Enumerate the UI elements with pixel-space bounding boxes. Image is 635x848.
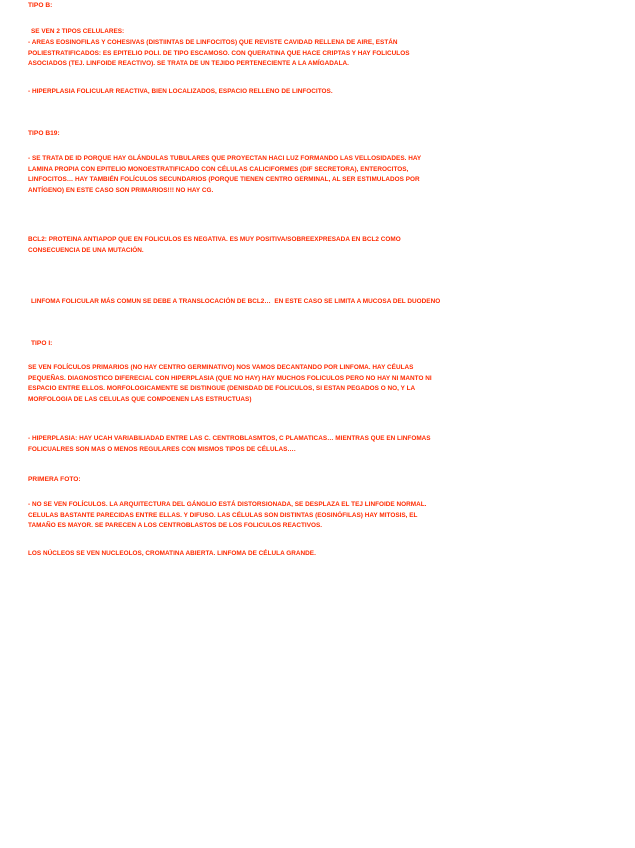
tipo-i-paragraph-1: SE VEN FOLÍCULOS PRIMARIOS (NO HAY CENTRO GERMINATIVO) NOS VAMOS DECANTANDO POR LINFOMA. HAY CÉULAS PEQUEÑAS. DIAGNOSTICO DIFERECIAL CON HIPERPLASIA (QUE NO HAY) HAY MUCHOS FOLICULOS PERO NO HAY NI MANTO NI ESPACIO ENTRE ELLOS. MORFOLOGICAMENTE SE DISTINGUE (DENISDAD DE FOLICULOS, SI ESTAN PEGADOS O NO, Y LA MORFOLOGIA DE LAS CELULAS QUE COMPOENEN LAS ESTRUCTUAS) (28, 364, 432, 403)
primera-foto-paragraph-1: - NO SE VEN FOLÍCULOS. LA ARQUITECTURA DEL GÁNGLIO ESTÁ DISTORSIONADA, SE DESPLAZA EL TEJ LINFOIDE NORMAL. CELULAS BASTANTE PARECIDAS ENTRE ELLAS. Y DIFUSO. LAS CÉLULAS SON DISTINTAS (EOSINÓFILAS) HAY MITOSIS, EL TAMAÑO ES MAYOR. SE PARECEN A LOS CENTROBLASTOS DE LOS FOLICULOS REACTIVOS. (28, 501, 427, 530)
tipo-i-paragraph-2: - HIPERPLASIA: HAY UCAH VARIABILIADAD ENTRE LAS C. CENTROBLASMTOS, C PLAMATICAS… MIENTRAS QUE EN LINFOMAS FOLICUALRES SON MAS O MENOS REGULARES CON MISMOS TIPOS DE CÉLULAS…. (28, 435, 431, 453)
section-heading-primera-foto: PRIMERA FOTO: (28, 476, 81, 483)
tipo-b-paragraph-2: - HIPERPLASIA FOLICULAR REACTIVA, BIEN LOCALIZADOS, ESPACIO RELLENO DE LINFOCITOS. (28, 88, 333, 95)
linfoma-paragraph: LINFOMA FOLICULAR MÁS COMUN SE DEBE A TRANSLOCACIÓN DE BCL2… EN ESTE CASO SE LIMITA A MUCOSA DEL DUODENO (31, 298, 441, 305)
section-heading-tipo-b19: TIPO B19: (28, 130, 60, 137)
section-heading-tipo-b: TIPO B: (28, 2, 53, 9)
primera-foto-paragraph-2: LOS NÚCLEOS SE VEN NUCLEOLOS, CROMATINA ABIERTA. LINFOMA DE CÉLULA GRANDE. (28, 550, 316, 557)
tipo-b-paragraph-1: - AREAS EOSINOFILAS Y COHESIVAS (DISTIINTAS DE LINFOCITOS) QUE REVISTE CAVIDAD RELLENA DE AIRE, ESTÁN POLIESTRATIFICADOS: ES EPITELIO POLI. DE TIPO ESCAMOSO. CON QUERATINA QUE HACE CRIPTAS Y HAY FOLICULOS ASOCIADOS (TEJ. LINFOIDE REACTIVO). SE TRATA DE UN TEJIDO PERTENECIENTE A LA AMÍGADALA. (28, 39, 410, 68)
tipo-b19-paragraph-1: - SE TRATA DE ID PORQUE HAY GLÁNDULAS TUBULARES QUE PROYECTAN HACI LUZ FORMANDO LAS VELLOSIDADES. HAY LAMINA PROPIA CON EPITELIO MONOESTRATIFICADO CON CÉLULAS CALICIFORMES (DIF SECRETORA), ENTEROCITOS, LINFOCITOS… HAY TAMBIÉN FOLÍCULOS SECUNDARIOS (PORQUE TIENEN CENTRO GERMINAL, AL SER ESTIMULADOS POR ANTÍGENO) EN ESTE CASO SON PRIMARIOS!!! NO HAY CG. (28, 155, 422, 194)
tipo-b-intro: SE VEN 2 TIPOS CELULARES: (31, 28, 125, 35)
section-heading-tipo-i: TIPO I: (31, 340, 53, 347)
bcl2-paragraph: BCL2: PROTEINA ANTIAPOP QUE EN FOLICULOS ES NEGATIVA. ES MUY POSITIVA/SOBREEXPRESADA EN BCL2 COMO CONSECUENCIA DE UNA MUTACIÓN. (28, 236, 401, 254)
